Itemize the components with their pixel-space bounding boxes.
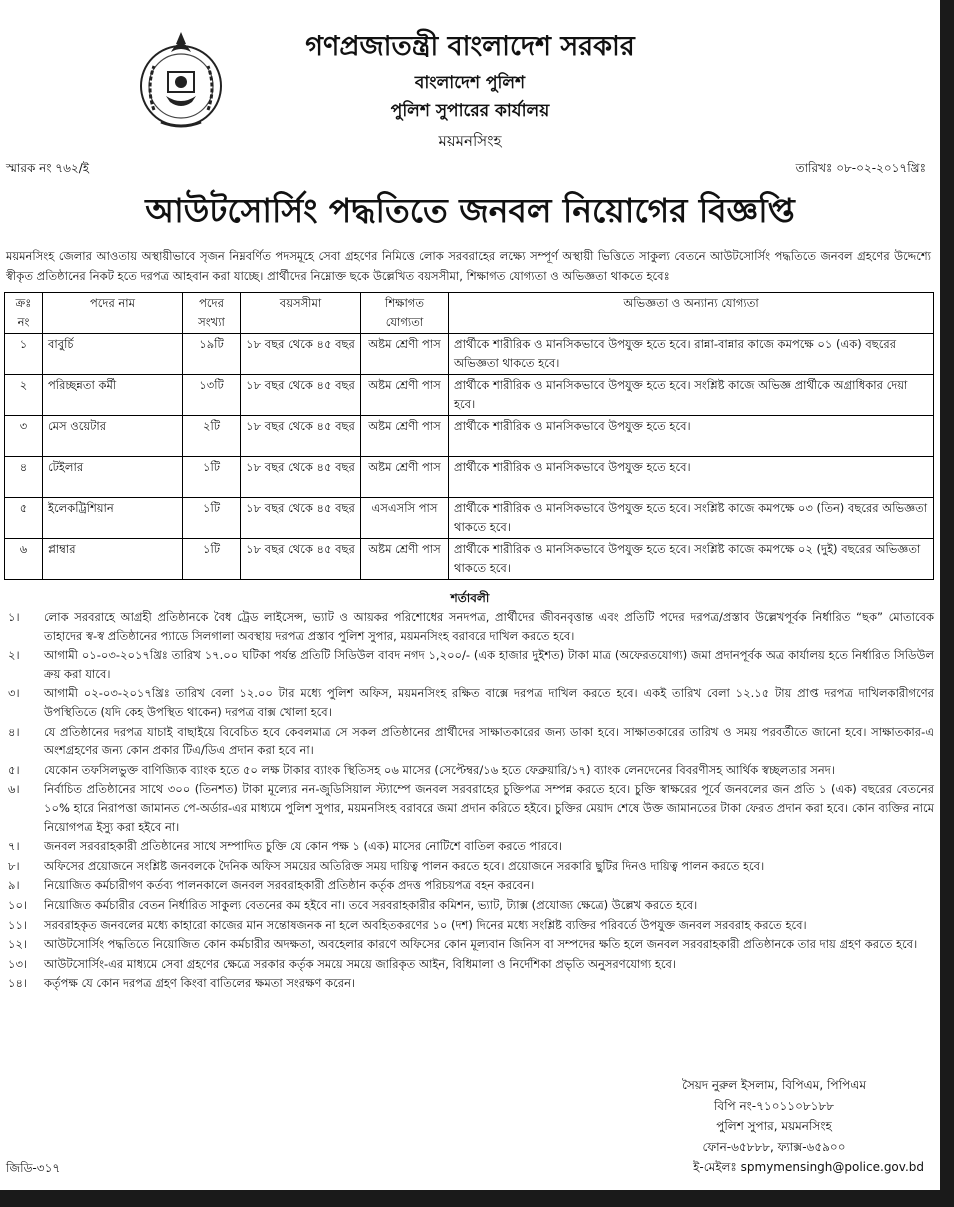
cell-post: পরিচ্ছন্নতা কর্মী [43,375,183,416]
condition-text: কর্তৃপক্ষ যে কোন দরপত্র গ্রহণ কিংবা বাতিলের ক্ষমতা সংরক্ষণ করেন। [44,976,356,991]
signatory-bp-number: বিপি নং-৭১০১১০৮১৮৮ [713,1098,835,1113]
condition-number: ১০। [8,897,28,912]
condition-text: অফিসের প্রয়োজনে সংশ্লিষ্ট জনবলকে দৈনিক অফিস সময়ের অতিরিক্ত সময় দায়িত্ব পালন করতে হবে। প্রয়োজনে সরকারি ছুটির দিনও দায়িত্ব পালন করতে হবে। [44,858,765,873]
table-row [5,334,934,375]
condition-number: ৪। [8,724,20,739]
cell-education: অষ্টম শ্রেণী পাস [361,334,449,375]
cell-age: ১৮ বছর থেকে ৪৫ বছর [241,375,361,416]
cell-age: ১৮ বছর থেকে ৪৫ বছর [241,457,361,498]
cell-age: ১৮ বছর থেকে ৪৫ বছর [241,416,361,457]
condition-text: নিয়োজিত কর্মচারীর বেতন নির্ধারিত সাকুল্য বেতনের কম হইবে না। তবে সরবরাহকারীর কমিশন, ভ্যাট, ট্যাক্স (প্রযোজ্য ক্ষেত্রে) উল্লেখ করতে হবে। [44,897,698,912]
condition-number: ৯। [8,878,20,893]
district-heading: ময়মনসিংহ [438,132,502,150]
condition-text: জনবল সরবরাহকারী প্রতিষ্ঠানের সাথে সম্পাদিত চুক্তি যে কোন পক্ষ ১ (এক) মাসের নোটিশে বাতিল করতে পারবে। [44,839,563,854]
col-experience: অভিজ্ঞতা ও অন্যান্য যোগ্যতা [449,293,934,334]
list-item [4,608,934,645]
table-row [5,539,934,580]
condition-number: ১। [8,610,20,624]
cell-age: ১৮ বছর থেকে ৪৫ বছর [241,498,361,539]
cell-post: মেস ওয়েটার [43,416,183,457]
list-item [4,857,934,876]
cell-post: ইলেকট্রিশিয়ান [43,498,183,539]
condition-number: ১৩। [8,956,28,971]
cell-serial: ২ [5,375,43,416]
cell-experience: প্রার্থীকে শারীরিক ও মানসিকভাবে উপযুক্ত হতে হবে। সংশ্লিষ্ট কাজে কমপক্ষে ০৩ (তিন) বছরের অভিজ্ঞতা থাকতে হবে। [449,498,934,539]
page-shadow-right [940,0,954,1207]
condition-number: ৩। [8,686,20,701]
cell-experience: প্রার্থীকে শারীরিক ও মানসিকভাবে উপযুক্ত হতে হবে। সংশ্লিষ্ট কাজে অভিজ্ঞ প্রার্থীকে অগ্রাধিকার দেয়া হবে। [449,375,934,416]
list-item [4,974,934,993]
cell-experience: প্রার্থীকে শারীরিক ও মানসিকভাবে উপযুক্ত হতে হবে। [449,457,934,498]
col-age-limit: বয়সসীমা [241,293,361,334]
cell-education: অষ্টম শ্রেণী পাস [361,457,449,498]
condition-text: আউটসোর্সিং পদ্ধতিতে নিয়োজিত কোন কর্মচারীর অদক্ষতা, অবহেলার কারণে অফিসের কোন মূল্যবান জিনিস বা সম্পদের ক্ষতি হলে জনবল সরবরাহকারী প্রতিষ্ঠানকে তার দায় গ্রহণ করতে হবে। [44,937,918,952]
condition-text: আগামী ০১-০৩-২০১৭খ্রিঃ তারিখ ১৭.০০ ঘটিকা পর্যন্ত প্রতিটি সিডিউল বাবদ নগদ ১,২০০/- (এক হাজার দুইশত) টাকা মাত্র (অফেরতযোগ্য) জমা প্রদানপূর্বক অত্র কার্যালয় হতে নির্ধারিত সিডিউল ক্রয় করা যাবে। [44,648,934,681]
cell-experience: প্রার্থীকে শারীরিক ও মানসিকভাবে উপযুক্ত হতে হবে। সংশ্লিষ্ট কাজে কমপক্ষে ০২ (দুই) বছরের অভিজ্ঞতা থাকতে হবে। [449,539,934,580]
government-heading: গণপ্রজাতন্ত্রী বাংলাদেশ সরকার [305,31,635,62]
condition-text: নিয়োজিত কর্মচারীগণ কর্তব্য পালনকালে জনবল সরবরাহকারী প্রতিষ্ঠান কর্তৃক প্রদত্ত পরিচয়পত্র বহন করবেন। [44,878,535,893]
cell-serial: ৬ [5,539,43,580]
signatory-name: সৈয়দ নুরুল ইসলাম, বিপিএম, পিপিএম [681,1078,867,1092]
table-row [5,416,934,457]
posts-table [4,292,934,580]
page-shadow-bottom [0,1190,954,1207]
cell-count: ১টি [183,457,241,498]
col-post-name: পদের নাম [43,293,183,334]
cell-education: অষ্টম শ্রেণী পাস [361,375,449,416]
cell-post: বাবুর্চি [43,334,183,375]
cell-count: ১৯টি [183,334,241,375]
condition-number: ৬। [8,782,20,797]
condition-text: নির্বাচিত প্রতিষ্ঠানের সাথে ৩০০ (তিনশত) টাকা মূল্যের নন-জুডিসিয়াল স্ট্যাম্পে জনবল সরবরাহের চুক্তিপত্র সম্পন্ন করতে হবে। চুক্তি স্বাক্ষরের পূর্বে জনবলের জন প্রতি ১ (এক) বছরের বেতনের ১০% হারে নিরাপত্তা জামানত পে-অর্ডার-এর মাধ্যমে পুলিশ সুপার, ময়মনসিংহ বরাবরে জমা প্রদান করিতে হইবে। চুক্তির মেয়াদ শেষে উক্ত জামানতের টাকা ফেরত প্রদান করা হবে। কোন ব্যক্তির নামে নিয়োগপত্র ইস্যু করা হইবে না। [44,782,934,834]
table-header-row [5,293,934,334]
list-item [4,876,934,895]
col-post-count: পদের সংখ্যা [183,293,241,334]
cell-count: ১টি [183,498,241,539]
cell-serial: ৪ [5,457,43,498]
condition-number: ৮। [8,858,20,873]
cell-serial: ১ [5,334,43,375]
cell-count: ২টি [183,416,241,457]
conditions-list [4,608,934,994]
cell-serial: ৩ [5,416,43,457]
table-row [5,498,934,539]
cell-serial: ৫ [5,498,43,539]
list-item [4,780,934,836]
gd-number: জিডি-৩১৭ [6,1161,61,1175]
list-item [4,955,934,974]
conditions-title: শর্তাবলী [450,591,490,605]
condition-number: ৭। [8,839,20,854]
intro-paragraph: ময়মনসিংহ জেলার আওতায় অস্থায়ীভাবে সৃজন নিম্নবর্ণিত পদসমূহে সেবা গ্রহণের নিমিত্তে লোক সরবরাহের লক্ষ্যে সম্পূর্ণ অস্থায়ী ভিত্তিতে সাকুল্য বেতনে আউটসোর্সিং পদ্ধতিতে জনবল গ্রহণের উদ্দেশ্যে স্বীকৃত প্রতিষ্ঠানের নিকট হতে দরপত্র আহবান করা যাচ্ছে। প্রার্থীদের নিম্নোক্ত ছকে উল্লেখিত বয়সসীমা, শিক্ষাগত যোগ্যতা ও অভিজ্ঞতা থাকতে হবেঃ [6,249,931,283]
list-item [4,896,934,915]
signatory-designation: পুলিশ সুপার, ময়মনসিংহ [716,1119,832,1133]
cell-education: অষ্টম শ্রেণী পাস [361,416,449,457]
condition-number: ১২। [8,937,28,952]
cell-age: ১৮ বছর থেকে ৪৫ বছর [241,334,361,375]
condition-number: ৫। [8,762,20,777]
table-row [5,457,934,498]
cell-post: প্লাম্বার [43,539,183,580]
list-item [4,761,934,780]
col-serial: ক্রঃ নং [5,293,43,334]
cell-experience: প্রার্থীকে শারীরিক ও মানসিকভাবে উপযুক্ত হতে হবে। রান্না-বান্নার কাজে কমপক্ষে ০১ (এক) বছরের অভিজ্ঞতা থাকতে হবে। [449,334,934,375]
cell-education: অষ্টম শ্রেণী পাস [361,539,449,580]
col-education: শিক্ষাগত যোগ্যতা [361,293,449,334]
cell-post: টেইলার [43,457,183,498]
notice-title: আউটসোর্সিং পদ্ধতিতে জনবল নিয়োগের বিজ্ঞপ্তি [145,191,795,230]
notice-date: তারিখঃ ০৮-০২-২০১৭খ্রিঃ [795,161,926,175]
condition-text: যেকোন তফসিলভুক্ত বাণিজ্যিক ব্যাংক হতে ৫০ লক্ষ টাকার ব্যাংক স্থিতিসহ ০৬ মাসের (সেপ্টেম্বর/১৬ হতে ফেব্রুয়ারি/১৭) ব্যাংক লেনদেনের বিবরণীসহ আর্থিক স্বচ্ছলতার সনদ। [44,762,835,777]
cell-experience: প্রার্থীকে শারীরিক ও মানসিকভাবে উপযুক্ত হতে হবে। [449,416,934,457]
cell-count: ১টি [183,539,241,580]
list-item [4,935,934,954]
condition-number: ২। [8,648,20,663]
condition-text: যে প্রতিষ্ঠানের দরপত্র যাচাই বাছাইয়ে বিবেচিত হবে কেবলমাত্র সে সকল প্রতিষ্ঠানের প্রার্থীদের সাক্ষাতকারের জন্য ডাকা হবে। সাক্ষাতকারের তারিখ ও সময় পরবর্তীতে জানো হবে। সাক্ষাতকার-এ অংশগ্রহণের জন্য কোন প্রকার টিএ/ডিএ প্রদান করা হবে না। [44,724,934,758]
condition-text: আউটসোর্সিং-এর মাধ্যমে সেবা গ্রহণের ক্ষেত্রে সরকার কর্তৃক সময়ে সময়ে জারিকৃত আইন, বিধিমালা ও নির্দেশিকা প্রভৃতি অনুসরণযোগ্য হবে। [44,956,676,971]
condition-number: ১৪। [8,976,28,991]
condition-text: সরবরাহকৃত জনবলের মধ্যে কাহারো কাজের মান সন্তোষজনক না হলে অবহিতকরণের ১০ (দশ) দিনের মধ্যে সংশ্লিষ্ট ব্যক্তির পরিবর্তে উপযুক্ত জনবল সরবরাহ করতে হবে। [44,917,807,932]
office-heading: পুলিশ সুপারের কার্যালয় [390,101,550,121]
table-row [5,375,934,416]
cell-count: ১৩টি [183,375,241,416]
condition-number: ১১। [8,917,28,932]
condition-text: লোক সরবরাহে আগ্রহী প্রতিষ্ঠানকে বৈধ ট্রেড লাইসেন্স, ভ্যাট ও আয়কর পরিশোধের সনদপত্র, প্রার্থীদের জীবনবৃত্তান্ত এবং প্রতিটি পদের দরপত্র/প্রস্তাব উল্লেখপূর্বক নির্ধারিত “ছক” মোতাবেক তাহাদের স্ব-স্ব প্রতিষ্ঠানের প্যাডে সিলগালা অবস্থায় দরপত্র প্রস্তাব পুলিশ সুপার, ময়মনসিংহ বরাবরে দাখিল করতে হবে। [44,610,934,643]
list-item [4,723,934,760]
list-item [4,684,934,721]
department-heading: বাংলাদেশ পুলিশ [414,73,526,93]
list-item [4,916,934,935]
condition-text: আগামী ০২-০৩-২০১৭খ্রিঃ তারিখ বেলা ১২.০০ টার মধ্যে পুলিশ অফিস, ময়মনসিংহ রক্ষিত বাক্সে দরপত্র দাখিল করতে হবে। একই তারিখ বেলা ১২.১৫ টায় প্রাপ্ত দরপত্র দাখিলকারীগণের উপস্থিতিতে (যদি কেহ উপস্থিত থাকেন) দরপত্র বাক্স খোলা হবে। [44,686,934,719]
list-item [4,646,934,683]
signature-block [624,1075,924,1178]
signatory-phone: ফোন-৬৫৮৮৮, ফ্যাক্স-৬৫৯০০ [702,1139,846,1154]
signatory-email: ই-মেইলঃ spmymensingh@police.gov.bd [693,1160,924,1174]
list-item [4,837,934,856]
cell-education: এসএসসি পাস [361,498,449,539]
police-emblem-icon [136,30,226,134]
cell-age: ১৮ বছর থেকে ৪৫ বছর [241,539,361,580]
memo-number: স্মারক নং ৭৬২/ই [6,161,90,175]
